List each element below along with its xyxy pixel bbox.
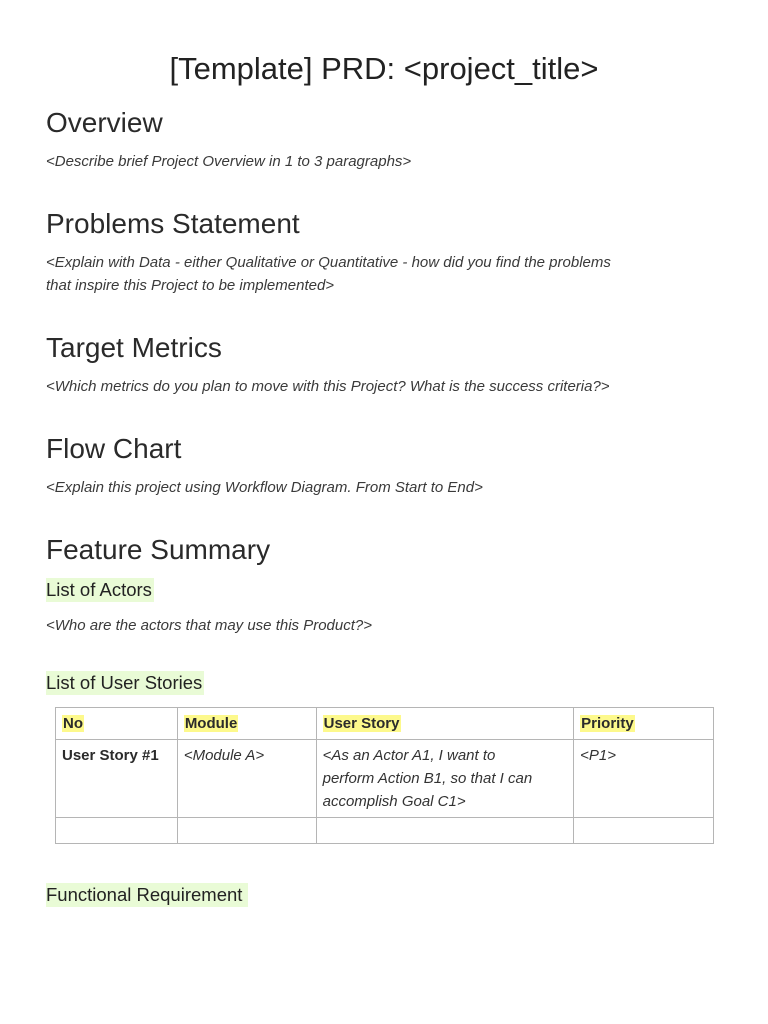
- table-header-row: [56, 708, 714, 740]
- column-header-priority: Priority: [574, 708, 714, 740]
- column-header-no: No: [56, 708, 178, 740]
- user-stories-heading: List of User Stories: [46, 672, 203, 693]
- overview-section: [46, 106, 722, 173]
- feature-summary-section: [46, 533, 722, 567]
- cell-module: <Module A>: [177, 740, 316, 818]
- cell-priority: <P1>: [574, 740, 714, 818]
- column-header-user-story: User Story: [316, 708, 574, 740]
- user-story-line-3: accomplish Goal C1>: [322, 793, 466, 810]
- actors-heading: List of Actors: [46, 579, 152, 600]
- functional-requirement-subsection: [46, 883, 722, 907]
- flow-chart-heading: Flow Chart: [46, 433, 182, 464]
- actors-subsection: [46, 578, 722, 602]
- table-row-empty: [56, 818, 714, 844]
- empty-cell: [316, 818, 574, 844]
- problems-section: [46, 207, 722, 297]
- cell-user-story: [316, 740, 574, 818]
- actors-hint-wrap: [46, 614, 722, 637]
- metrics-heading: Target Metrics: [46, 332, 222, 363]
- user-story-line-2: perform Action B1, so that I can: [322, 770, 533, 787]
- flow-chart-hint: <Explain this project using Workflow Diagram. From Start to End>: [46, 479, 483, 496]
- empty-cell: [574, 818, 714, 844]
- user-stories-subsection: [46, 671, 722, 695]
- user-story-line-1: <As an Actor A1, I want to: [322, 747, 496, 764]
- overview-hint: <Describe brief Project Overview in 1 to 3 paragraphs>: [46, 153, 412, 170]
- metrics-section: [46, 331, 722, 398]
- cell-story-number: User Story #1: [56, 740, 178, 818]
- empty-cell: [56, 818, 178, 844]
- problems-hint-line-1: <Explain with Data - either Qualitative or Quantitative - how did you find the problems: [46, 254, 611, 271]
- column-header-module: Module: [177, 708, 316, 740]
- functional-requirement-heading: Functional Requirement: [46, 883, 248, 907]
- document-title: [Template] PRD: <project_title>: [169, 51, 599, 86]
- table-row: [56, 740, 714, 818]
- actors-hint: <Who are the actors that may use this Product?>: [46, 617, 373, 634]
- feature-summary-heading: Feature Summary: [46, 534, 271, 565]
- overview-heading: Overview: [46, 107, 163, 138]
- empty-cell: [177, 818, 316, 844]
- flow-chart-section: [46, 432, 722, 499]
- user-stories-table: [55, 707, 714, 844]
- metrics-hint: <Which metrics do you plan to move with this Project? What is the success criteria?>: [46, 378, 610, 395]
- problems-heading: Problems Statement: [46, 208, 300, 239]
- problems-hint-line-2: that inspire this Project to be implemented>: [46, 277, 335, 294]
